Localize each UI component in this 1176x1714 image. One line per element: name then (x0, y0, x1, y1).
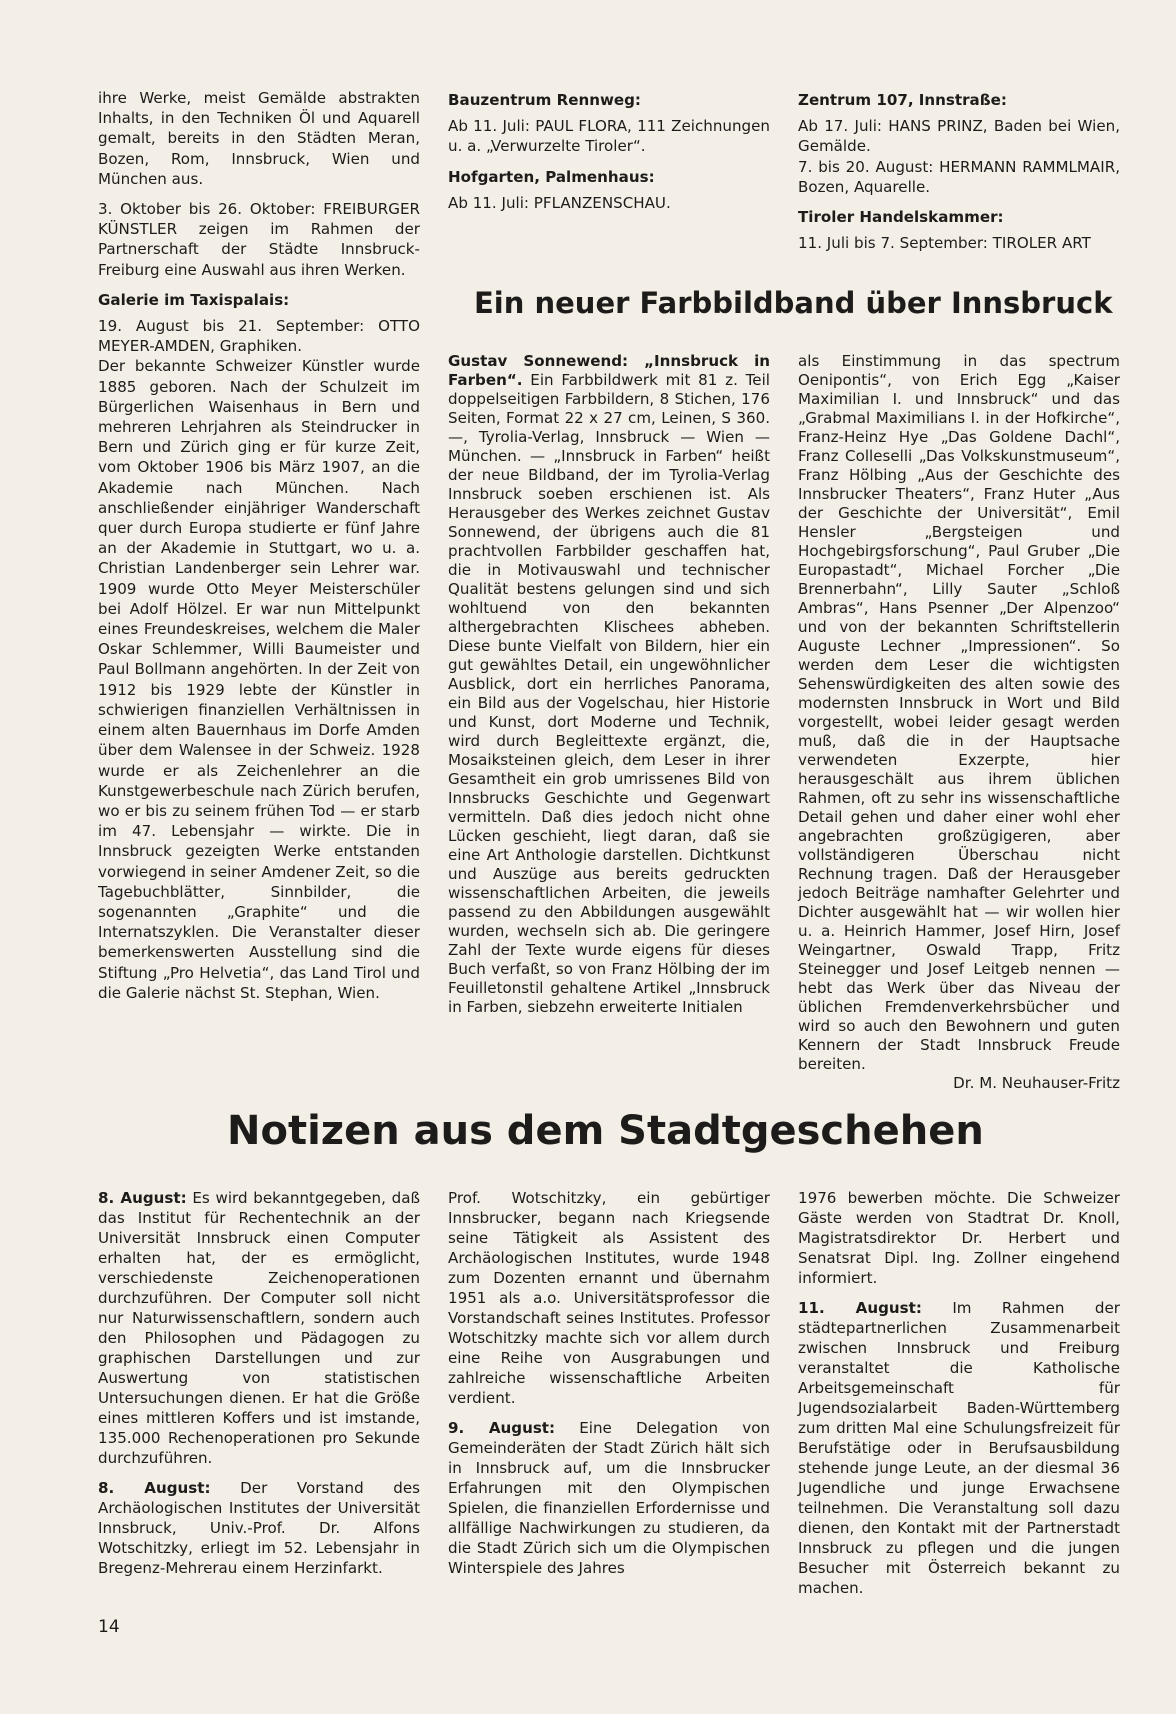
paragraph: 19. August bis 21. September: OTTO MEYER-AMDEN, Graphiken. (98, 317, 420, 356)
section-title: Notizen aus dem Stadtgeschehen (227, 1108, 984, 1154)
paragraph: als Einstimmung in das spectrum Oenipontis“, von Erich Egg „Kaiser Maximilian I. und Innsbruck“ und das „Grabmal Maximilians I. in der Hofkirche“, Franz-Heinz Hye „Das Goldene Dachl“, Franz Colleselli „Das Volkskunstmuseum“, Franz Hölbing „Aus der Geschichte des Innsbrucker Theaters“, Franz Huter „Aus der Geschichte der Universität“, Emil Hensler „Bergsteigen und Hochgebirgsforschung“, Paul Gruber „Die Europastadt“, Michael Forcher „Die Brennerbahn“, Lilly Sauter „Schloß Ambras“, Hans Psenner „Der Alpenzoo“ und von der bekannten Schriftstellerin Auguste Lechner „Impressionen“. So werden dem Leser die wichtigsten Sehenswürdigkeiten des alten sowie des modernsten Innsbruck in Wort und Bild vorgestellt, wobei leider gesagt werden muß, daß die in der Hauptsache verwendeten Exzerpte, hier herausgeschält aus ihrem üblichen Rahmen, oft zu sehr ins wissenschaftliche Detail gehen und daher einer wohl eher angebrachten großzügigeren, aber vollständigeren Überschau nicht Rechnung tragen. Daß der Herausgeber jedoch Beiträge namhafter Gelehrter und Dichter ausgewählt hat — wir wollen hier u. a. Heinrich Hammer, Josef Hirn, Josef Weingartner, Oswald Trapp, Fritz Steinegger und Josef Leitgeb nennen — hebt das Werk über das Niveau der üblichen Fremdenverkehrsbücher und wird so auch den Bewohnern und guten Kennern der Stadt Innsbruck Freude bereiten. (798, 352, 1120, 1073)
paragraph: 3. Oktober bis 26. Oktober: FREIBURGER KÜNSTLER zeigen im Rahmen der Partnerschaft der Städte Innsbruck-Freiburg eine Auswahl aus ihren Werken. (98, 200, 420, 279)
news-item (448, 1418, 770, 1578)
news-date: 8. August: (98, 1479, 211, 1497)
news-item (98, 1188, 420, 1468)
venue-heading: Tiroler Handelskammer: (798, 208, 1004, 227)
news-item (98, 1478, 420, 1578)
news-text: Eine Delegation von Gemeinderäten der Stadt Zürich hält sich in Innsbruck auf, um die Innsbrucker Erfahrungen mit den Olympischen Spielen, die finanziellen Erfordernisse und allfällige Nachwirkungen zu studieren, da die Stadt Zürich sich um die Olympischen Winterspiele des Jahres (448, 1419, 770, 1577)
venue-heading: Zentrum 107, Innstraße: (798, 91, 1007, 109)
news-date: 8. August: (98, 1189, 187, 1207)
venue-heading: Galerie im Taxispalais: (98, 290, 290, 309)
paragraph: Ab 17. Juli: HANS PRINZ, Baden bei Wien, Gemälde. (798, 117, 1120, 156)
book-review-column-1 (448, 352, 770, 1017)
news-text: Es wird bekanntgegeben, daß das Institut für Rechentechnik an der Universität Innsbruck einen Computer erhalten hat, der es ermöglicht, verschiedenste Zeichenoperationen durchzuführen. Der Computer soll nicht nur Naturwissenschaftlern, sondern auch den Philosophen und Pädagogen zu graphischen Darstellungen und zur Auswertung von statistischen Untersuchungen dienen. Er hat die Größe eines mittleren Koffers und ist imstande, 135.000 Rechenoperationen pro Sekunde durchzuführen. (98, 1189, 420, 1467)
paragraph (448, 352, 770, 1017)
news-date: 11. August: (798, 1299, 922, 1317)
news-column-3 (798, 1188, 1120, 1608)
paragraph: ihre Werke, meist Gemälde abstrakten Inhalts, in den Techniken Öl und Aquarell gemalt, bereits in den Städten Meran, Bozen, Rom, Innsbruck, Wien und München aus. (98, 89, 420, 188)
paragraph: 7. bis 20. August: HERMANN RAMMLMAIR, Bozen, Aquarelle. (798, 157, 1120, 196)
venue-heading: Bauzentrum Rennweg: (448, 91, 641, 109)
book-review-column-2 (798, 352, 1120, 1093)
exhibitions-column-1 (98, 88, 420, 1003)
news-text: Im Rahmen der städtepartnerlichen Zusammenarbeit zwischen Innsbruck und Freiburg veranstaltet die Katholische Arbeitsgemeinschaft für Jugendsozialarbeit Baden-Württemberg zum dritten Mal eine Schulungsfreizeit für Berufstätige oder in Berufsausbildung stehende junge Leute, an der diesmal 36 Jugendliche und junge Erwachsene teilnehmen. Die Veranstaltung soll dazu dienen, den Kontakt mit der Partnerstadt Innsbruck zu pflegen und die jungen Besucher mit Österreich bekannt zu machen. (798, 1299, 1120, 1597)
review-lead: Gustav Sonnewend: „Innsbruck in Farben“. (448, 352, 770, 389)
article-title: Ein neuer Farbbildband über Innsbruck (474, 286, 1113, 320)
paragraph: Ab 11. Juli: PAUL FLORA, 111 Zeichnungen u. a. „Verwurzelte Tiroler“. (448, 117, 770, 156)
venue-heading: Hofgarten, Palmenhaus: (448, 167, 655, 186)
paragraph: 11. Juli bis 7. September: TIROLER ART (798, 234, 1091, 253)
news-text: Prof. Wotschitzky, ein gebürtiger Innsbrucker, begann nach Kriegsende seine Tätigkeit als Assistent des Archäologischen Institutes, wurde 1948 zum Dozenten ernannt und übernahm 1951 als a.o. Universitätsprofessor die Vorstandschaft seines Institutes. Professor Wotschitzky machte sich vor allem durch eine Reihe von Ausgrabungen und zahlreiche wissenschaftliche Arbeiten verdient. (448, 1189, 770, 1407)
news-item (798, 1298, 1120, 1598)
news-text: 1976 bewerben möchte. Die Schweizer Gäste werden von Stadtrat Dr. Knoll, Magistratsdirektor Dr. Herbert und Senatsrat Dipl. Ing. Zollner eingehend informiert. (798, 1189, 1120, 1287)
page-number: 14 (98, 1617, 120, 1637)
news-column-2 (448, 1188, 770, 1588)
news-text: Der Vorstand des Archäologischen Institutes der Universität Innsbruck, Univ.-Prof. Dr. Alfons Wotschitzky, erliegt im 52. Lebensjahr in Bregenz-Mehrerau einem Herzinfarkt. (98, 1479, 421, 1577)
news-date: 9. August: (448, 1419, 556, 1437)
paragraph: Der bekannte Schweizer Künstler wurde 1885 geboren. Nach der Schulzeit im Bürgerlichen Waisenhaus in Bern und mehreren Lehrjahren als Steindrucker in Bern und Zürich ging er für kurze Zeit, vom Oktober 1906 bis März 1907, an die Akademie nach München. Nach anschließender einjähriger Wanderschaft quer durch Europa studierte er fünf Jahre an der Akademie in Stuttgart, wo u. a. Christian Landenberger sein Lehrer war. 1909 wurde Otto Meyer Meisterschüler bei Adolf Hölzel. Er war nun Mittelpunkt eines Freundeskreises, welchem die Maler Oskar Schlemmer, Willi Baumeister und Paul Bollmann angehörten. In der Zeit von 1912 bis 1929 lebte der Künstler in schwierigen finanziellen Verhältnissen in einem alten Bauernhaus im Dorfe Amden über dem Walensee in der Schweiz. 1928 wurde er als Zeichenlehrer an die Kunstgewerbeschule nach Zürich berufen, wo er bis zu seinem frühen Tod — er starb im 47. Lebensjahr — wirkte. Die in Innsbruck gezeigten Werke entstanden vorwiegend in seiner Amdener Zeit, so die Tagebuchblätter, Sinnbilder, die sogenannten „Graphite“ und die Internatszyklen. Die Veranstalter dieser bemerkenswerten Ausstellung sind die Stiftung „Pro Helvetia“, das Land Tirol und die Galerie nächst St. Stephan, Wien. (98, 357, 420, 1002)
exhibitions-column-2 (448, 88, 770, 223)
paragraph: Ab 11. Juli: PFLANZENSCHAU. (448, 193, 671, 212)
review-text: Ein Farbbildwerk mit 81 z. Teil doppelseitigen Farbbildern, 8 Stichen, 176 Seiten, Format 22 x 27 cm, Leinen, S 360.—, Tyrolia-Verlag, Innsbruck — Wien — München. — „Innsbruck in Farben“ heißt der neue Bildband, der im Tyrolia-Verlag Innsbruck soeben erschienen ist. Als Herausgeber des Werkes zeichnet Gustav Sonnewend, der übrigens auch die 81 prachtvollen Farbbilder geschaffen hat, die in Motivauswahl und technischer Qualität bestens gelungen sind und sich wohltuend von den bekannten althergebrachten Klischees abheben. Diese bunte Vielfalt von Bildern, hier ein gut gewähltes Detail, ein ungewöhnlicher Ausblick, dort ein herrliches Panorama, ein Bild aus der Vogelschau, hier Historie und Kunst, dort Moderne und Technik, wird durch Begleittexte ergänzt, die, Mosaiksteinen gleich, dem Leser in ihrer Gesamtheit ein grob umrissenes Bild von Innsbrucks Geschichte und Gegenwart vermitteln. Daß dies jedoch nicht ohne Lücken geschieht, liegt daran, daß sie eine Art Anthologie darstellen. Dichtkunst und Auszüge aus bereits gedruckten wissenschaftlichen Arbeiten, die jeweils passend zu den Abbildungen ausgewählt wurden, wechseln sich ab. Die geringere Zahl der Texte wurde eigens für dieses Buch verfaßt, so von Franz Hölbing der im Feuilletonstil gehaltene Artikel „Innsbruck in Farben, siebzehn erweiterte Initialen (448, 371, 770, 1016)
exhibitions-column-3 (798, 88, 1120, 263)
author-signature: Dr. M. Neuhauser-Fritz (953, 1074, 1120, 1092)
news-column-1 (98, 1188, 420, 1588)
